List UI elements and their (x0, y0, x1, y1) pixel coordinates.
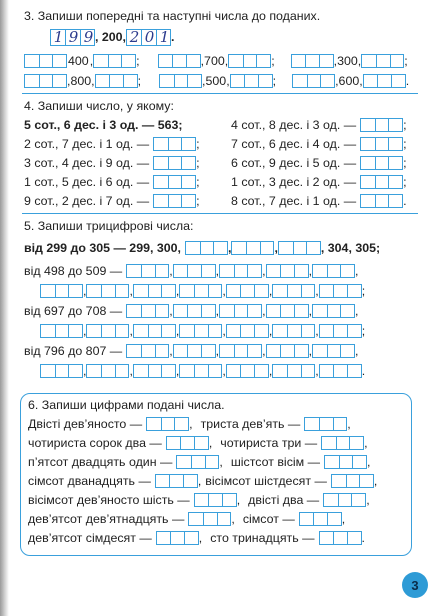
answer-box[interactable] (173, 304, 216, 318)
answer-box[interactable] (86, 324, 129, 338)
answer-box[interactable] (153, 137, 196, 151)
answer-box[interactable] (194, 493, 237, 507)
answer-box[interactable] (331, 474, 374, 488)
answer-box[interactable] (319, 364, 362, 378)
answer-box[interactable] (363, 74, 406, 88)
exercise-6-line: сімсот дванадцять — , вісімсот шістдесят — , (28, 474, 378, 488)
exercise-6-line: п’ятсот двадцять один — , шістсот вісім — , (28, 455, 371, 469)
answer-box[interactable] (126, 344, 169, 358)
exercise-3-title: 3. Запиши попередні та наступні числа до поданих. (24, 9, 321, 23)
given-number: 500 (205, 74, 227, 88)
answer-box[interactable] (228, 54, 271, 68)
exercise-5-range: від 796 до 807 — , , , , , (24, 344, 359, 358)
exercise-4-item: 3 сот., 4 дес. і 9 од. — ; (24, 156, 200, 170)
answer-box[interactable] (153, 156, 196, 170)
answer-box[interactable] (278, 241, 321, 255)
exercise-5-range-cont: , , , , , , ; (40, 282, 365, 300)
answer-box[interactable] (299, 512, 342, 526)
answer-box[interactable] (176, 455, 219, 469)
answer-box[interactable] (156, 531, 199, 545)
answer-box[interactable] (323, 493, 366, 507)
answer-box[interactable] (86, 364, 129, 378)
answer-box[interactable] (219, 304, 262, 318)
exercise-4-item: 2 сот., 7 дес. і 1 од. — ; (24, 137, 200, 151)
answer-box[interactable] (319, 284, 362, 298)
exercise-3-row-2: , 800 , ; , 500 , ; , 600 , . (24, 72, 409, 90)
answer-box[interactable] (230, 74, 273, 88)
answer-box[interactable] (319, 324, 362, 338)
exercise-4-item: 9 сот., 2 дес. і 7 од. — ; (24, 194, 200, 208)
answer-box[interactable] (166, 436, 209, 450)
answer-box[interactable] (158, 54, 201, 68)
answer-box[interactable] (226, 324, 269, 338)
exercise-5-range: від 498 до 509 — , , , , , (24, 264, 359, 278)
answer-box[interactable] (361, 54, 404, 68)
page-number-badge: 3 (402, 572, 428, 598)
answer-box[interactable] (179, 284, 222, 298)
answer-box[interactable] (312, 264, 355, 278)
answer-box-filled[interactable]: 2 0 1 (126, 29, 171, 46)
answer-box[interactable] (153, 194, 196, 208)
answer-box[interactable] (360, 156, 403, 170)
exercise-6-line: чотириста сорок два — , чотириста три — , (28, 436, 368, 450)
exercise-3-example: 1 9 9 , 200, 2 0 1 . (50, 27, 174, 47)
exercise-6-title: 6. Запиши цифрами подані числа. (28, 398, 225, 412)
answer-box[interactable] (188, 512, 231, 526)
exercise-3-row-1: 400 , ; , 700 , ; , 300 , ; (24, 52, 408, 70)
exercise-4-item: 1 сот., 3 дес. і 2 од. — ; (231, 175, 407, 189)
answer-box[interactable] (159, 74, 202, 88)
answer-box[interactable] (226, 284, 269, 298)
answer-box[interactable] (266, 304, 309, 318)
answer-box[interactable] (321, 436, 364, 450)
exercise-4-item: 6 сот., 9 дес. і 5 од. — ; (231, 156, 407, 170)
example-number: , 200, (95, 30, 127, 44)
answer-box[interactable] (266, 344, 309, 358)
answer-box[interactable] (24, 74, 67, 88)
given-number: 600 (338, 74, 360, 88)
section-divider (22, 213, 418, 214)
given-number: 700 (204, 54, 225, 68)
answer-box[interactable] (291, 54, 334, 68)
answer-box[interactable] (226, 364, 269, 378)
answer-box[interactable] (126, 304, 169, 318)
answer-box[interactable] (95, 74, 138, 88)
exercise-5-range-cont: , , , , , , ; (40, 322, 365, 340)
exercise-5-sample: від 299 до 305 — 299, 300, , , , 304, 305; (24, 241, 381, 255)
answer-box[interactable] (360, 175, 403, 189)
answer-box[interactable] (292, 74, 335, 88)
answer-box[interactable] (146, 417, 189, 431)
answer-box[interactable] (133, 364, 176, 378)
exercise-6-line: вісімсот дев’яносто шість — , двісті два — , (28, 493, 370, 507)
given-number: 800 (70, 74, 92, 88)
answer-box[interactable] (86, 284, 129, 298)
exercise-4-item: 1 сот., 5 дес. і 6 од. — ; (24, 175, 200, 189)
answer-box[interactable] (360, 194, 403, 208)
exercise-4-item: 7 сот., 6 дес. і 4 од. — ; (231, 137, 407, 151)
exercise-5-title: 5. Запиши трицифрові числа: (24, 219, 194, 233)
answer-box[interactable] (179, 324, 222, 338)
answer-box[interactable] (40, 284, 83, 298)
answer-box[interactable] (266, 264, 309, 278)
answer-box[interactable] (155, 474, 198, 488)
answer-box[interactable] (40, 364, 83, 378)
exercise-5-range: від 697 до 708 — , , , , , (24, 304, 359, 318)
answer-box[interactable] (173, 264, 216, 278)
exercise-6-line: Двісті дев’яносто — , триста дев’ять — , (28, 417, 351, 431)
answer-box[interactable] (153, 175, 196, 189)
answer-box-filled[interactable]: 1 9 9 (50, 29, 95, 46)
answer-box[interactable] (312, 304, 355, 318)
answer-box[interactable] (304, 417, 347, 431)
answer-box[interactable] (133, 284, 176, 298)
given-number: 400 (68, 54, 89, 68)
answer-box[interactable] (219, 264, 262, 278)
exercise-5-range-cont: , , , , , , . (40, 362, 365, 380)
answer-box[interactable] (272, 364, 315, 378)
exercise-6-line: дев’ятсот сімдесят — , сто тринадцять — . (28, 531, 365, 545)
answer-box[interactable] (272, 324, 315, 338)
answer-box[interactable] (219, 344, 262, 358)
answer-box[interactable] (185, 241, 228, 255)
answer-box[interactable] (360, 137, 403, 151)
page-spine-shadow (0, 0, 9, 616)
answer-box[interactable] (40, 324, 83, 338)
answer-box[interactable] (173, 344, 216, 358)
exercise-4-item: 8 сот., 7 дес. і 1 од. — . (231, 194, 407, 208)
answer-box[interactable] (93, 54, 136, 68)
answer-box[interactable] (360, 118, 403, 132)
exercise-4-item: 4 сот., 8 дес. і 3 од. — ; (231, 118, 407, 132)
answer-box[interactable] (179, 364, 222, 378)
answer-box[interactable] (133, 324, 176, 338)
exercise-6-line: дев’ятсот дев’ятнадцять — , сімсот — , (28, 512, 346, 526)
section-divider (22, 93, 418, 94)
answer-box[interactable] (126, 264, 169, 278)
answer-box[interactable] (272, 284, 315, 298)
exercise-4-title: 4. Запиши число, у якому: (24, 99, 174, 113)
exercise-4-sample: 5 сот., 6 дес. і 3 од. — 563; (24, 118, 183, 132)
answer-box[interactable] (231, 241, 274, 255)
answer-box[interactable] (312, 344, 355, 358)
answer-box[interactable] (324, 455, 367, 469)
given-number: 300 (337, 54, 358, 68)
answer-box[interactable] (24, 54, 67, 68)
answer-box[interactable] (319, 531, 362, 545)
